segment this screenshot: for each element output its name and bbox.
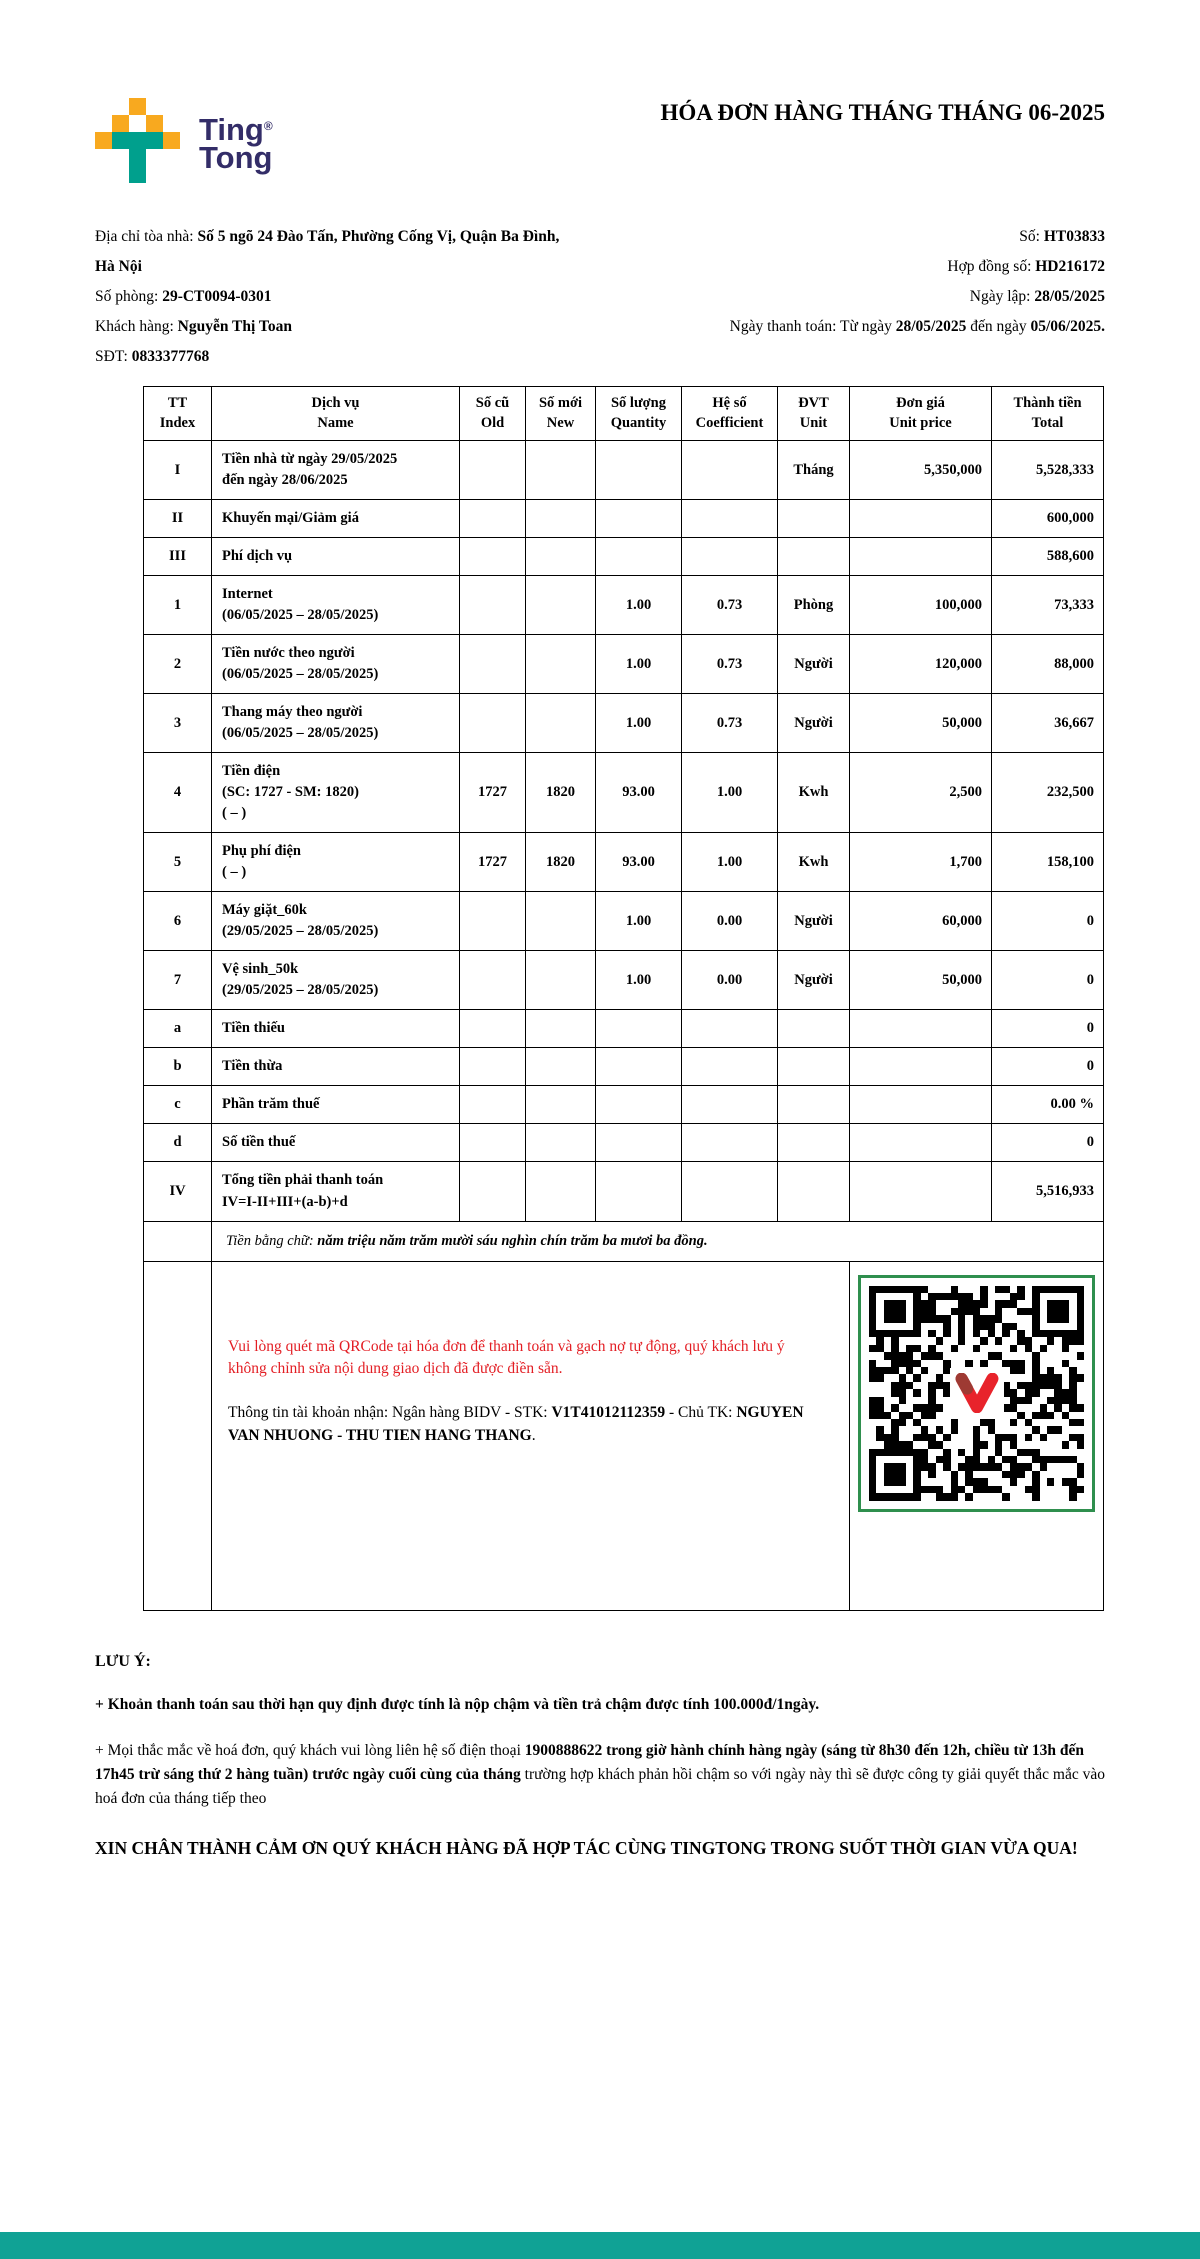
text-segment: 0833377768 [131,348,210,365]
cell-unit: Người [778,892,850,951]
cell-index: a [144,1010,212,1048]
table-row [144,500,1104,538]
cell-index: d [144,1124,212,1162]
cell-price [850,1086,992,1124]
column-header: Dịch vụ Name [212,387,460,441]
cell-qty: 93.00 [596,753,682,833]
cell-total: 36,667 [992,694,1104,753]
cell-old [460,1086,526,1124]
cell-name: Tiền nhà từ ngày 29/05/2025 đến ngày 28/06/2025 [212,441,460,500]
phone-line [95,342,575,372]
text-segment: + Mọi thắc mắc về hoá đơn, quý khách vui lòng liên hệ số điện thoại [95,1741,525,1759]
notes-heading: LƯU Ý: [95,1652,151,1670]
cell-new [526,1124,596,1162]
cell-qty: 1.00 [596,951,682,1010]
cell-total: 232,500 [992,753,1104,833]
cell-price: 1,700 [850,833,992,892]
cell-name: Tiền nước theo người (06/05/2025 – 28/05/2025) [212,635,460,694]
text-segment: Hợp đồng số: [947,258,1036,275]
table-footer-rows [144,1221,1104,1610]
cell-coef: 0.73 [682,694,778,753]
cell-price: 2,500 [850,753,992,833]
cell-price [850,1048,992,1086]
text-segment: SĐT: [95,348,132,365]
table-row [144,1010,1104,1048]
cell-old [460,1010,526,1048]
cell-price [850,538,992,576]
amount-in-words [212,1221,1104,1261]
text-segment: . [531,1426,536,1444]
tingtong-pixel-icon [95,98,183,186]
cell-qty [596,441,682,500]
cell-qty [596,1124,682,1162]
table-row [144,635,1104,694]
cell-index: c [144,1086,212,1124]
cell-qty: 1.00 [596,694,682,753]
column-header: Số cũ Old [460,387,526,441]
cell-new [526,694,596,753]
cell-total: 73,333 [992,576,1104,635]
cell-name: Số tiền thuế [212,1124,460,1162]
header-row [144,387,1104,441]
cell-unit: Người [778,694,850,753]
cell-old [460,1048,526,1086]
cell-old [460,635,526,694]
cell-price: 5,350,000 [850,441,992,500]
cell-new [526,1162,596,1221]
cell-index [144,1261,212,1610]
cell-index: 5 [144,833,212,892]
text-segment: Số: [1019,228,1044,245]
cell-total: 600,000 [992,500,1104,538]
cell-qty: 93.00 [596,833,682,892]
info-left-column [95,222,575,372]
text-segment: Ngày lập: [969,288,1035,305]
cell-old [460,538,526,576]
cell-name: Tiền thiếu [212,1010,460,1048]
cell-index: 4 [144,753,212,833]
table-row [144,694,1104,753]
table-row [144,1162,1104,1221]
cell-coef: 1.00 [682,753,778,833]
cell-coef [682,500,778,538]
cell-coef: 0.00 [682,892,778,951]
cell-new [526,635,596,694]
cell-total: 0 [992,1010,1104,1048]
text-segment: 29-CT0094-0301 [162,288,272,305]
cell-unit: Kwh [778,753,850,833]
cell-unit [778,1010,850,1048]
cell-new [526,500,596,538]
cell-unit: Phòng [778,576,850,635]
cell-total: 0 [992,1124,1104,1162]
text-segment: HT03833 [1043,228,1105,245]
table-row [144,833,1104,892]
cell-name: Vệ sinh_50k (29/05/2025 – 28/05/2025) [212,951,460,1010]
invoice-table [143,386,1104,1611]
cell-total: 588,600 [992,538,1104,576]
cell-coef [682,1124,778,1162]
cell-total: 0 [992,1048,1104,1086]
cell-qty: 1.00 [596,892,682,951]
info-right-column [730,222,1105,372]
column-header: Thành tiền Total [992,387,1104,441]
cell-index: 7 [144,951,212,1010]
table-row [144,892,1104,951]
amount-in-words-row [144,1221,1104,1261]
cell-index: IV [144,1162,212,1221]
cell-name: Máy giặt_60k (29/05/2025 – 28/05/2025) [212,892,460,951]
text-segment: năm triệu năm trăm mười sáu nghìn chín trăm ba mươi ba đồng. [317,1232,708,1249]
text-segment: XIN CHÂN THÀNH CẢM ƠN QUÝ KHÁCH HÀNG ĐÃ HỢP TÁC CÙNG TINGTONG TRONG SUỐT THỜI GIAN VỪA QUA! [95,1837,1078,1858]
cell-new [526,1048,596,1086]
cell-unit: Kwh [778,833,850,892]
text-segment: 1900888622 trong giờ hành chính hàng ngày (sáng từ 8h30 đến 12h, chiều từ 13h đến 17h45 trừ sáng thứ 2 hàng tuần) trước ngày cuối cùng của tháng [95,1741,1084,1783]
cell-coef: 0.00 [682,951,778,1010]
cell-coef [682,1086,778,1124]
cell-total: 0 [992,951,1104,1010]
cell-price [850,1010,992,1048]
cell-old: 1727 [460,833,526,892]
cell-name: Phụ phí điện ( – ) [212,833,460,892]
cell-index: I [144,441,212,500]
cell-total: 0.00 % [992,1086,1104,1124]
brand-name-line1: Ting [199,112,264,147]
cell-old [460,500,526,538]
cell-old [460,951,526,1010]
column-header: TT Index [144,387,212,441]
cell-old [460,892,526,951]
text-segment: Ngày thanh toán: Từ ngày [729,318,896,335]
cell-coef: 1.00 [682,833,778,892]
text-segment: đến ngày [966,318,1031,335]
cell-total: 88,000 [992,635,1104,694]
column-header: Hệ số Coefficient [682,387,778,441]
cell-total: 158,100 [992,833,1104,892]
cell-index: 3 [144,694,212,753]
tingtong-wordmark [199,112,273,175]
table-row [144,753,1104,833]
cell-unit: Người [778,635,850,694]
text-segment: Số 5 ngõ 24 Đào Tấn, Phường Cống Vị, Quận Ba Đình, Hà Nội [95,228,560,275]
payment-date-line [730,312,1105,342]
cell-new: 1820 [526,753,596,833]
cell-name: Tiền thừa [212,1048,460,1086]
column-header: Số mới New [526,387,596,441]
qr-instructions-cell [212,1261,850,1610]
cell-price: 50,000 [850,951,992,1010]
cell-price: 50,000 [850,694,992,753]
cell-old [460,1162,526,1221]
text-segment: 28/05/2025 [1034,288,1105,305]
text-segment: 28/05/2025 [895,318,967,335]
room-number-line [95,282,575,312]
cell-total: 5,528,333 [992,441,1104,500]
cell-index: 2 [144,635,212,694]
footer-teal-bar [0,2232,1200,2259]
cell-index: II [144,500,212,538]
cell-coef [682,1010,778,1048]
column-header: Số lượng Quantity [596,387,682,441]
table-row [144,538,1104,576]
cell-price [850,500,992,538]
table-row [144,1124,1104,1162]
cell-new: 1820 [526,833,596,892]
cell-index: 1 [144,576,212,635]
column-header: ĐVT Unit [778,387,850,441]
text-segment: 05/06/2025. [1030,318,1105,335]
cell-name: Khuyến mại/Giảm giá [212,500,460,538]
cell-index [144,1221,212,1261]
invoice-number-line [730,222,1105,252]
notes-section [95,1653,1105,1861]
cell-unit [778,1124,850,1162]
text-segment: Địa chỉ tòa nhà: [95,228,198,245]
late-payment-note [95,1693,1105,1717]
issue-date-line [730,282,1105,312]
table-header [144,387,1104,441]
cell-coef: 0.73 [682,635,778,694]
account-info-text [228,1402,815,1447]
cell-price [850,1124,992,1162]
cell-name: Internet (06/05/2025 – 28/05/2025) [212,576,460,635]
cell-name: Phí dịch vụ [212,538,460,576]
cell-new [526,576,596,635]
table-body [144,441,1104,1221]
table-row [144,951,1104,1010]
cell-new [526,1086,596,1124]
customer-name-line [95,312,575,342]
cell-unit [778,1048,850,1086]
cell-unit: Tháng [778,441,850,500]
cell-price: 120,000 [850,635,992,694]
text-segment: Tiền bằng chữ: [226,1232,318,1249]
registered-mark: ® [263,119,273,133]
qr-code [858,1275,1095,1512]
text-segment: Nguyễn Thị Toan [177,318,292,335]
cell-price: 100,000 [850,576,992,635]
cell-name: Tổng tiền phải thanh toán IV=I-II+III+(a-b)+d [212,1162,460,1221]
cell-price: 60,000 [850,892,992,951]
cell-new [526,538,596,576]
thank-you-message [95,1835,1105,1861]
invoice-info [95,222,1105,372]
text-segment: Số phòng: [95,288,163,305]
table-row [144,1048,1104,1086]
cell-qty [596,500,682,538]
qr-code-cell [850,1261,1104,1610]
cell-qty: 1.00 [596,635,682,694]
cell-name: Phần trăm thuế [212,1086,460,1124]
brand-name-line2: Tong [199,140,273,175]
cell-total: 0 [992,892,1104,951]
cell-unit [778,500,850,538]
contract-number-line [730,252,1105,282]
cell-new [526,951,596,1010]
text-segment: HD216172 [1035,258,1105,275]
cell-unit: Người [778,951,850,1010]
text-segment: + Khoản thanh toán sau thời hạn quy định được tính là nộp chậm và tiền trả chậm được tính 100.000đ/1ngày. [95,1695,820,1713]
text-segment: V1T41012112359 [551,1404,666,1422]
cell-name: Thang máy theo người (06/05/2025 – 28/05/2025) [212,694,460,753]
cell-total: 5,516,933 [992,1162,1104,1221]
text-segment: Khách hàng: [95,318,178,335]
invoice-title: HÓA ĐƠN HÀNG THÁNG THÁNG 06-2025 [660,100,1105,125]
table-row [144,441,1104,500]
table-row [144,1086,1104,1124]
cell-unit [778,1086,850,1124]
table-row [144,576,1104,635]
cell-price [850,1162,992,1221]
cell-qty [596,1162,682,1221]
cell-qty [596,1048,682,1086]
cell-index: III [144,538,212,576]
cell-unit [778,538,850,576]
qr-row [144,1261,1104,1610]
cell-qty [596,1086,682,1124]
qr-instruction-text: Vui lòng quét mã QRCode tại hóa đơn để thanh toán và gạch nợ tự động, quý khách lưu ý không chỉnh sửa nội dung giao dịch đã được điền sẵn. [228,1337,785,1377]
text-segment: - Chủ TK: [665,1404,737,1422]
cell-old [460,1124,526,1162]
cell-index: 6 [144,892,212,951]
cell-old [460,441,526,500]
text-segment: trường hợp khách phản hồi chậm so với ngày này thì sẽ được công ty giải quyết thắc mắc vào hoá đơn của tháng tiếp theo [95,1765,1105,1807]
text-segment: NGUYEN VAN NHUONG - THU TIEN HANG THANG [228,1404,804,1444]
qr-center-v-logo [950,1368,1004,1418]
cell-coef [682,1162,778,1221]
cell-name: Tiền điện (SC: 1727 - SM: 1820) ( – ) [212,753,460,833]
cell-coef [682,538,778,576]
cell-unit [778,1162,850,1221]
cell-old: 1727 [460,753,526,833]
text-segment: Thông tin tài khoản nhận: Ngân hàng BIDV - STK: [228,1404,552,1422]
header [95,98,1105,186]
column-header: Đơn giá Unit price [850,387,992,441]
cell-new [526,441,596,500]
cell-new [526,892,596,951]
cell-coef [682,441,778,500]
cell-coef [682,1048,778,1086]
building-address-line [95,222,575,282]
cell-qty: 1.00 [596,576,682,635]
hotline-note [95,1739,1105,1811]
cell-old [460,694,526,753]
cell-qty [596,1010,682,1048]
tingtong-logo [95,98,273,186]
cell-index: b [144,1048,212,1086]
cell-old [460,576,526,635]
cell-qty [596,538,682,576]
cell-new [526,1010,596,1048]
cell-coef: 0.73 [682,576,778,635]
